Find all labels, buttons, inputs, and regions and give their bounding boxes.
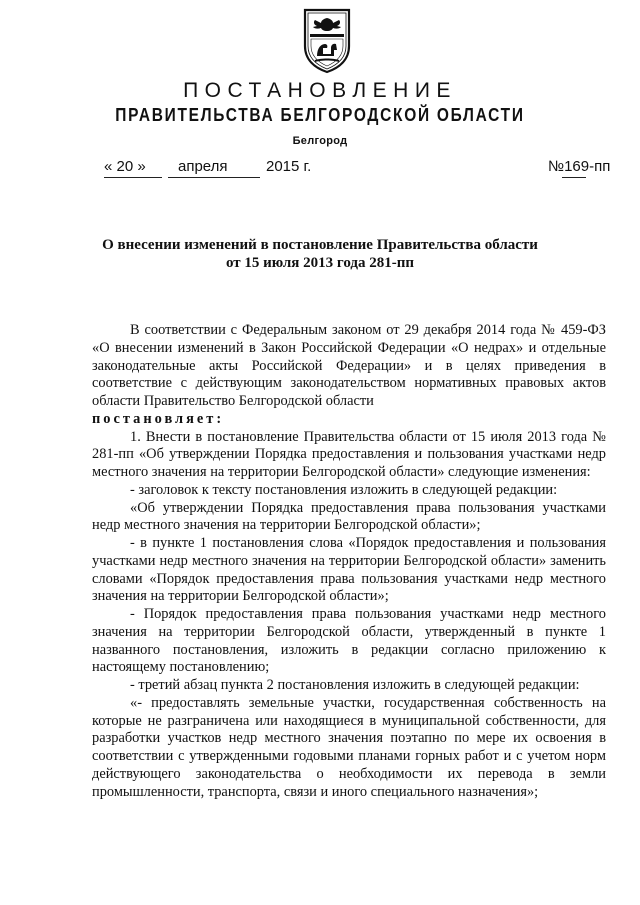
number-underline: [562, 177, 586, 178]
subject-line-1: О внесении изменений в постановление Правительства области: [102, 237, 538, 253]
new-point-2-text-paragraph: «- предоставлять земельные участки, государственная собственность на которые не разграничена или находящиеся в муниципальной собственности, для разработки участков недр местного значения поэтапно по мере их освоения в соответствии с утвержденными годовыми планами горных работ и с учетом норм действующего законодательства о необходимости их перевода в земли промышленности, транспорта, связи и иного специального назначения»;: [92, 694, 606, 800]
change-procedure-paragraph: - Порядок предоставления права пользования участками недр местного значения на территории Белгородской области, утвержденный в пункте 1 названного постановления, изложить в редакции согласно приложению к настоящему постановлению;: [92, 606, 606, 676]
change-title-paragraph: - заголовок к тексту постановления изложить в следующей редакции:: [130, 481, 558, 498]
city-name: Белгород: [292, 135, 348, 147]
document-type-title: ПОСТАНОВЛЕНИЕ: [183, 79, 457, 102]
month-underline: [168, 177, 260, 178]
preamble-paragraph: В соответствии с Федеральным законом от 29 декабря 2014 года № 459-ФЗ «О внесении изменений в Закон Российской Федерации «О недрах» и отдельные законодательные акты Российской Федерации» и в целях приведения в соответствие с действующим законодательством нормативных правовых актов области Правительство Белгородской области: [92, 322, 606, 409]
new-title-paragraph: «Об утверждении Порядка предоставления права пользования участками недр местного значения на территории Белгородской области»;: [92, 499, 606, 534]
coat-of-arms-emblem: [301, 6, 353, 74]
date-day: « 20 »: [104, 158, 146, 175]
change-point-1-paragraph: - в пункте 1 постановления слова «Порядок предоставления и пользования участками недр местного значения на территории Белгородской области» заменить словами «Порядок предоставления права пользования участками недр местного значения на территории Белгородской области»;: [92, 535, 606, 605]
document-body: [92, 322, 606, 801]
day-underline: [104, 177, 162, 178]
item-1-paragraph: 1. Внести в постановление Правительства области от 15 июля 2013 года № 281-пп «Об утверждении Порядка предоставления и пользования участками недр местного значения на территории Белгородской области» следующие изменения:: [92, 428, 606, 480]
change-point-2-paragraph: - третий абзац пункта 2 постановления изложить в следующей редакции:: [130, 677, 580, 693]
document-number: №169-пп: [548, 158, 611, 175]
subject-line-2: от 15 июля 2013 года 281-пп: [225, 255, 415, 271]
decree-word: [92, 411, 606, 429]
decree-word-text: постановляет:: [92, 410, 225, 427]
date-year: 2015 г.: [266, 158, 312, 175]
date-month: апреля: [178, 158, 228, 175]
issuing-authority: ПРАВИТЕЛЬСТВА БЕЛГОРОДСКОЙ ОБЛАСТИ: [115, 105, 525, 125]
